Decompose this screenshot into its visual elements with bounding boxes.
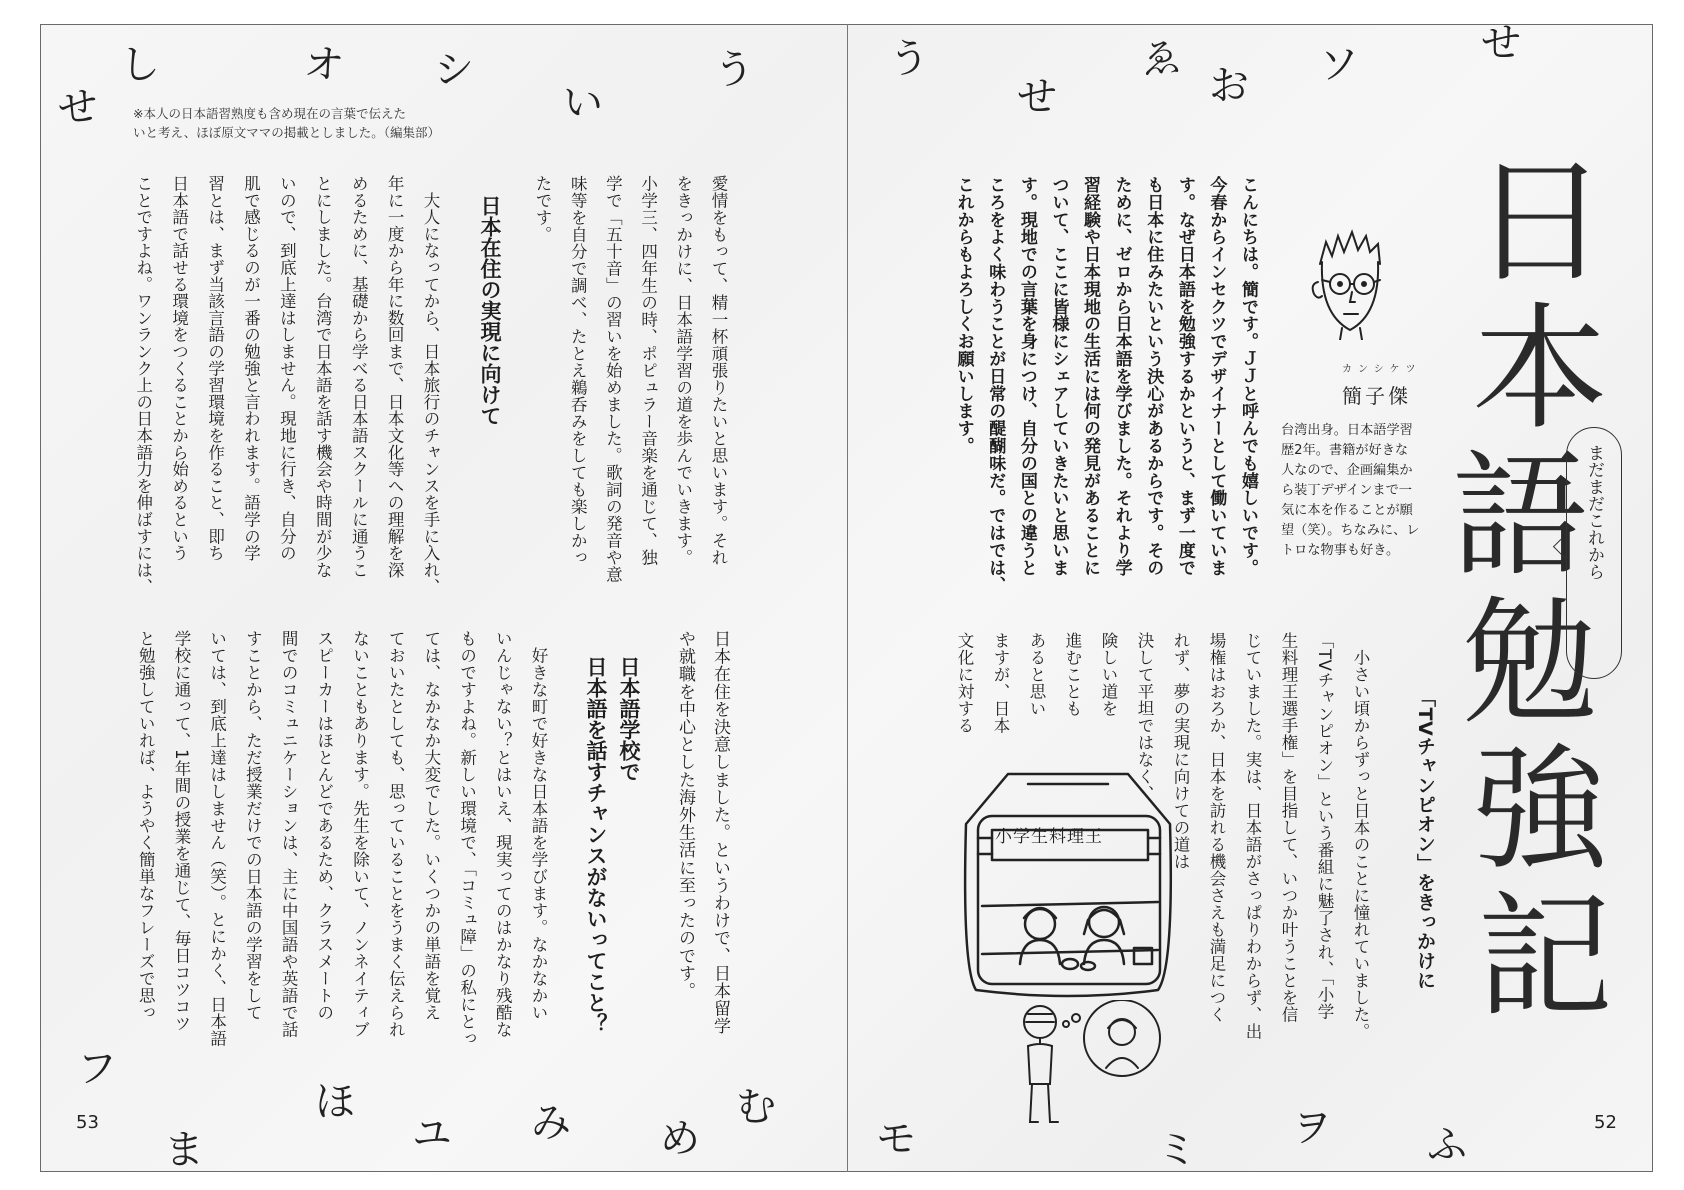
text-column: す。なぜ日本語を勉強するかというと、まず一度で: [1174, 176, 1195, 577]
decor-kana: み: [531, 1100, 571, 1146]
text-column: ものですよね。新しい環境で、「コミュ障」の私にとっ: [457, 630, 477, 1047]
section-heading-tv-champion: 「TVチャンピオン」をきっかけに: [1414, 688, 1436, 990]
text-column: 場権はおろか、日本を訪れる機会さえも満足につく: [1207, 632, 1226, 1023]
decor-kana: ソ: [1319, 42, 1359, 88]
decor-kana: せ: [1481, 20, 1521, 66]
decor-kana: う: [714, 47, 754, 93]
text-column: めるために、基礎から学べる日本語スクールに通うこ: [349, 175, 369, 579]
text-column: 生料理王選手権」を目指して、いつか叶うことを信: [1279, 632, 1298, 1023]
speech-bubble-text: まだまだこれから: [1584, 444, 1604, 580]
text-column: いんじゃない？とはいえ、現実ってのはかなり残酷な: [493, 630, 513, 1038]
text-column: れず、夢の実現に向けての道は: [1171, 632, 1190, 870]
decor-kana: せ: [55, 83, 101, 133]
text-column: あると思い: [1027, 632, 1046, 717]
body-text-block-b: [125, 175, 448, 595]
text-column: や就職を中心とした海外生活に至ったのです。: [675, 630, 695, 1000]
editor-note-line: いと考え、ほぼ原文ママの掲載としました。（編集部）: [133, 125, 441, 140]
text-column: ことですよね。ワンランク上の日本語力を伸ばすには、: [133, 175, 153, 595]
section-heading-language-school: [579, 656, 645, 1034]
text-column: 日本在住を決意しました。というわけで、日本留学: [710, 630, 730, 1035]
caption-line: ら装丁デザインまで一: [1281, 483, 1412, 498]
text-column: たです。: [532, 175, 552, 243]
page-number-left: 53: [76, 1112, 99, 1133]
text-column: ころをよく味わうことが日常の醍醐味だ。ではでは、: [985, 176, 1006, 594]
text-column: 今春からインセクツでデザイナーとして働いていま: [1206, 176, 1227, 577]
text-column: 年に一度から年に数回まで、日本文化等への理解を深: [385, 175, 405, 579]
text-column: ついて、ここに皆様にシェアしていきたいと思いま: [1048, 176, 1069, 577]
text-column: これからもよろしくお願いします。: [953, 176, 974, 455]
decor-kana: ユ: [412, 1111, 452, 1157]
decor-kana: ヲ: [1292, 1105, 1332, 1151]
text-column: 学校に通って、1年間の授業を通じて、毎日コツコツ: [171, 630, 191, 1032]
text-column: 日本語で話せる環境をつくることから始めるという: [169, 175, 189, 562]
tv-illustration: [958, 768, 1180, 1004]
text-column: じていました。実は、日本語がさっぱりわからず、出: [1243, 632, 1262, 1040]
text-column: スピーカーはほとんどであるため、クラスメートの: [314, 630, 334, 1021]
title-char: 語: [1452, 438, 1588, 596]
author-profile-caption: [1281, 421, 1419, 561]
decor-kana: む: [736, 1084, 776, 1130]
text-column: 日本語を話すチャンスがないってこと？: [584, 656, 608, 1034]
caption-line: トロな物事も好き。: [1281, 543, 1400, 558]
text-column: ために、ゼロから日本語を学びました。それより学: [1111, 176, 1132, 577]
author-portrait-illustration: [1300, 222, 1400, 340]
caption-line: 望（笑）。ちなみに、レ: [1281, 523, 1420, 538]
text-column: ますが、日本: [991, 632, 1010, 734]
text-column: をきっかけに、日本語学習の道を歩んでいきます。: [673, 175, 693, 566]
decor-kana: ほ: [315, 1079, 355, 1125]
caption-line: 歴2年。書籍が好きな: [1281, 443, 1409, 458]
child-dreaming-illustration: [1010, 1000, 1170, 1130]
caption-line: 台湾出身。日本語学習: [1281, 423, 1413, 438]
text-column: とにしました。台湾で日本語を話す機会や時間が少な: [313, 175, 333, 579]
caption-line: 人なので、企画編集か: [1281, 463, 1413, 478]
title-char: 勉: [1462, 585, 1598, 743]
text-column: 文化に対する: [955, 632, 974, 734]
text-column: すことから、ただ授業だけでの日本語の学習をして: [243, 630, 263, 1021]
decor-kana: せ: [1017, 74, 1057, 120]
text-column: ては、なかなか大変でした。いくつかの単語を覚え: [421, 630, 441, 1021]
text-column: 間でのコミュニケーションは、主に中国語や英語で話: [279, 630, 299, 1038]
decor-kana: ゑ: [1139, 34, 1183, 84]
editor-note-line: ※本人の日本語習熟度も含め現在の言葉で伝えた: [133, 106, 406, 121]
page-number-right: 52: [1594, 1112, 1617, 1133]
editor-note: [133, 104, 440, 142]
text-column: 小学三、四年生の時、ポピュラー音楽を通じて、独: [638, 175, 658, 566]
title-char: 本: [1472, 291, 1608, 449]
decor-kana: ミ: [1157, 1127, 1197, 1173]
author-name: 簡子傑: [1342, 384, 1411, 408]
body-text-block-c: [667, 630, 737, 1035]
decor-kana: モ: [876, 1116, 916, 1162]
decor-kana: し: [120, 42, 160, 88]
text-column: 愛情をもって、精一杯頑張りたいと思います。それ: [709, 175, 728, 566]
decor-kana: い: [563, 80, 603, 126]
text-column: 味等を自分で調べ、たとえ鵜呑みをしても楽しかっ: [568, 175, 588, 566]
title-char: 日: [1472, 144, 1608, 302]
text-column: 好きな町で好きな日本語を学びます。なかなかい: [529, 630, 548, 1021]
text-column: ておいたとしても、思っていることをうまく伝えられ: [386, 630, 406, 1038]
text-column: 大人になってから、日本旅行のチャンスを手に入れ、: [421, 175, 440, 595]
text-column: ないこともあります。先生を除いて、ノンネイティブ: [350, 630, 370, 1038]
decor-kana: シ: [434, 47, 474, 93]
intro-text-block: [947, 176, 1263, 594]
caption-line: 気に本を作ることが願: [1281, 503, 1413, 518]
text-column: も日本に住みたいという決心があるからです。その: [1143, 176, 1164, 577]
tv-sign-text: 小学生料理王: [995, 827, 1103, 847]
decor-kana: オ: [302, 40, 346, 90]
text-column: 日本語学校で: [617, 656, 641, 782]
decor-kana: う: [889, 36, 929, 82]
author-name-furigana: カンシケツ: [1342, 364, 1422, 375]
text-column: と勉強していれば、ようやく簡単なフレーズで思っ: [136, 630, 156, 1021]
section-heading-japan-residence: 日本在住の実現に向けて: [478, 195, 502, 426]
decor-kana: め: [660, 1116, 700, 1162]
text-column: す。現地での言葉を身につけ、自分の国との違うと: [1016, 176, 1037, 577]
text-column: いては、到底上達はしません（笑）。とにかく、日本語: [207, 630, 227, 1047]
text-column: 習経験や日本現地の生活には何の発見があることに: [1080, 176, 1101, 577]
text-column: こんにちは。簡です。ＪＪと呼んでも嬉しいです。: [1238, 176, 1258, 577]
text-column: 「TVチャンピオン」という番組に魅了され、「小学: [1315, 632, 1334, 1021]
page-gutter-divider: [847, 24, 848, 1172]
text-column: 小さい頃からずっと日本のことに憧れていました。: [1351, 632, 1370, 1040]
text-column: 学で「五十音」の習いを始めました。歌詞の発音や意: [603, 175, 623, 583]
title-char: 強: [1472, 732, 1608, 890]
text-column: 進むことも: [1063, 632, 1082, 717]
decor-kana: ま: [164, 1127, 204, 1173]
title-char: 記: [1477, 879, 1613, 1037]
text-column: 肌で感じるのが一番の勉強と言われます。語学の学: [241, 175, 261, 562]
body-text-block-d: [128, 630, 556, 1047]
body-text-block-a: [525, 175, 736, 583]
text-column: 険しい道を: [1099, 632, 1118, 717]
decor-kana: お: [1209, 63, 1249, 109]
text-column: 習とは、まず当該言語の学習環境を作ること、即ち: [205, 175, 225, 562]
decor-kana: ふ: [1427, 1122, 1467, 1168]
decor-kana: フ: [77, 1046, 117, 1092]
text-column: 決して平坦ではなく、: [1135, 632, 1154, 802]
text-column: いので、到底上達はしません。現地に行き、自分の: [277, 175, 297, 562]
